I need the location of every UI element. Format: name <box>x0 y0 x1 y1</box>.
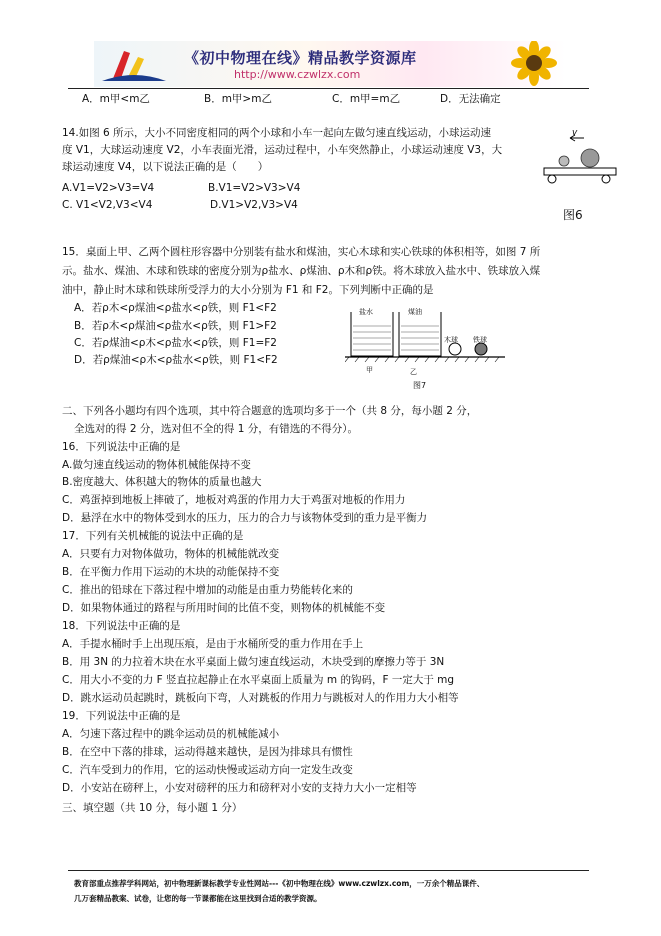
section2-heading-2: 全选对的得 2 分，选对但不全的得 1 分，有错选的不得分）。 <box>74 423 358 435</box>
figure-7-kerosene-label: 煤油 <box>408 308 422 316</box>
q19-option-c: C．汽车受到力的作用，它的运动快慢或运动方向一定发生改变 <box>62 764 353 776</box>
footer-rule <box>68 870 589 871</box>
q15-option-d: D．若ρ煤油<ρ木<ρ盐水<ρ铁，则 F1<F2 <box>74 354 278 366</box>
q16-option-c: C．鸡蛋掉到地板上摔破了，地板对鸡蛋的作用力大于鸡蛋对地板的作用力 <box>62 494 406 506</box>
q19-option-b: B．在空中下落的排球，运动得越来越快，是因为排球具有惯性 <box>62 746 353 758</box>
section2-heading-1: 二、下列各小题均有四个选项，其中符合题意的选项均多于一个（共 8 分，每小题 2 分， <box>62 405 478 417</box>
q17-stem: 17．下列有关机械能的说法中正确的是 <box>62 530 244 542</box>
cart <box>544 168 616 175</box>
q14-option-b: B.V1=V2>V3>V4 <box>208 182 301 194</box>
footer <box>74 876 594 906</box>
q19-stem: 19．下列说法中正确的是 <box>62 710 181 722</box>
q15-stem-1: 15．桌面上甲、乙两个圆柱形容器中分别装有盐水和煤油，实心木球和实心铁球的体积相等，如图 7 所 <box>62 246 541 258</box>
figure-7-label: 图7 <box>413 381 427 390</box>
footer-line-1: 教育部重点推荐学科网站，初中物理新课标教学专业性网站---《初中物理在线》www.czwlzx.com，一万余个精品课件、 <box>74 879 485 888</box>
section3-heading: 三、填空题（共 10 分，每小题 1 分） <box>62 802 243 814</box>
q17-option-c: C．推出的铅球在下落过程中增加的动能是由重力势能转化来的 <box>62 584 353 596</box>
small-ball <box>559 156 569 166</box>
q14-option-a: A.V1=V2>V3=V4 <box>62 182 155 194</box>
q17-option-b: B．在平衡力作用下运动的木块的动能保持不变 <box>62 566 280 578</box>
q18-stem: 18．下列说法中正确的是 <box>62 620 181 632</box>
q16-stem: 16．下列说法中正确的是 <box>62 441 181 453</box>
q16-option-d: D．悬浮在水中的物体受到水的压力，压力的合力与该物体受到的重力是平衡力 <box>62 512 428 524</box>
figure-7-iron-label: 铁球 <box>473 336 487 344</box>
q14-stem-2: 度 V1，大球运动速度 V2，小车表面光滑，运动过程中，小车突然静止，小球运动速度 V3，大 <box>62 144 503 156</box>
site-logo <box>94 41 174 87</box>
figure-7-jia-label: 甲 <box>366 366 373 374</box>
q15-option-c: C．若ρ煤油<ρ木<ρ盐水<ρ铁，则 F1=F2 <box>74 337 277 349</box>
figure-7-wood-label: 木球 <box>444 336 458 344</box>
large-ball <box>581 149 599 167</box>
banner-title: 《初中物理在线》精品教学资源库 <box>184 49 417 67</box>
q14-stem-1: 14.如图 6 所示，大小不同密度相同的两个小球和小车一起向左做匀速直线运动，小球运动速 <box>62 127 492 139</box>
q15-option-a: A．若ρ木<ρ煤油<ρ盐水<ρ铁，则 F1<F2 <box>74 302 277 314</box>
q19-option-d: D．小安站在磅秤上，小安对磅秤的压力和磅秤对小安的支持力大小一定相等 <box>62 782 417 794</box>
q18-option-b: B．用 3N 的力拉着木块在水平桌面上做匀速直线运动，木块受到的摩擦力等于 3N <box>62 656 445 668</box>
q15-option-b: B．若ρ木<ρ煤油<ρ盐水<ρ铁，则 F1>F2 <box>74 320 277 332</box>
figure-6-label: 图6 <box>563 208 583 222</box>
q18-option-d: D．跳水运动员起跳时，跳板向下弯，人对跳板的作用力与跳板对人的作用力大小相等 <box>62 692 459 704</box>
q14-stem-3: 球运动速度 V4，以下说法正确的是（ ） <box>62 161 269 173</box>
header-banner <box>94 41 566 87</box>
q13-option-a: A．m甲<m乙 <box>82 93 150 105</box>
figure-6-velocity: v <box>572 128 578 138</box>
q18-option-c: C．用大小不变的力 F 竖直拉起静止在水平桌面上质量为 m 的钩码，F 一定大于 mg <box>62 674 455 686</box>
q14-option-d: D.V1>V2,V3>V4 <box>210 199 298 211</box>
q15-stem-2: 示。盐水、煤油、木球和铁球的密度分别为ρ盐水、ρ煤油、ρ木和ρ铁。将木球放入盐水中、铁球放入煤 <box>62 265 541 277</box>
q14-option-c: C. V1<V2,V3<V4 <box>62 199 153 211</box>
q16-option-a: A.做匀速直线运动的物体机械能保持不变 <box>62 459 251 471</box>
q13-option-b: B．m甲>m乙 <box>204 93 272 105</box>
q17-option-a: A．只要有力对物体做功，物体的机械能就改变 <box>62 548 280 560</box>
figure-6 <box>540 124 620 188</box>
q13-option-d: D．无法确定 <box>440 93 501 105</box>
figure-7-yi-label: 乙 <box>410 368 417 376</box>
footer-line-2: 几万套精品教案、试卷，让您的每一节课都能在这里找到合适的教学资源。 <box>74 894 322 903</box>
figure-7-saltwater-label: 盐水 <box>359 308 373 316</box>
q18-option-a: A．手提水桶时手上出现压痕，是由于水桶所受的重力作用在手上 <box>62 638 364 650</box>
q13-option-c: C．m甲=m乙 <box>332 93 401 105</box>
q15-stem-3: 油中，静止时木球和铁球所受浮力的大小分别为 F1 和 F2。下列判断中正确的是 <box>62 284 434 296</box>
sunflower-icon <box>494 41 566 87</box>
q16-option-b: B.密度越大、体积越大的物体的质量也越大 <box>62 476 262 488</box>
q17-option-d: D．如果物体通过的路程与所用时间的比值不变，则物体的机械能不变 <box>62 602 386 614</box>
header-rule <box>68 88 589 89</box>
q19-option-a: A．匀速下落过程中的跳伞运动员的机械能减小 <box>62 728 280 740</box>
banner-url[interactable]: http://www.czwlzx.com <box>234 68 361 81</box>
